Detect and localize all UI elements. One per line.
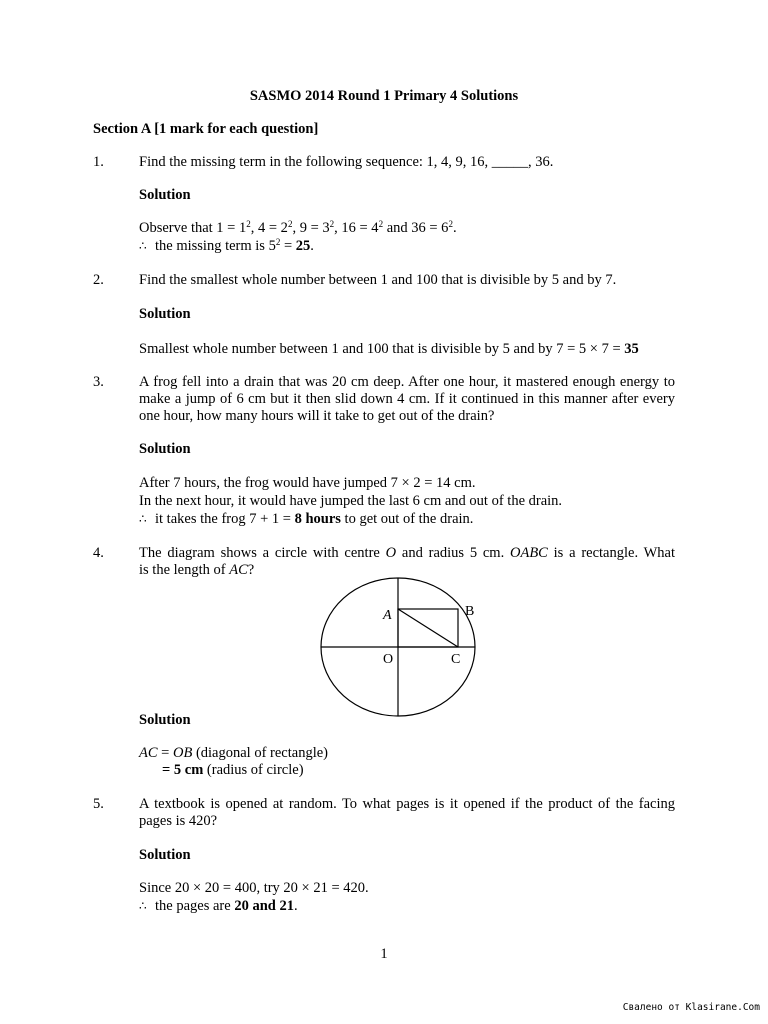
label-c: C [451,652,461,667]
section-heading: Section A [1 mark for each question] [93,121,319,137]
solution-heading: Solution [139,847,191,863]
solution-heading: Solution [139,712,191,728]
question-number: 2. [93,272,104,288]
document-title: SASMO 2014 Round 1 Primary 4 Solutions [249,88,519,104]
question-text: Find the missing term in the following sequence: 1, 4, 9, 16, _____, 36. [139,154,554,170]
label-b: B [465,604,475,619]
question-text: Find the smallest whole number between 1 and 100 that is divisible by 5 and by 7. [139,272,617,288]
watermark: Свалено от Klasirane.Com [622,1002,760,1013]
solution-heading: Solution [139,441,191,457]
therefore-icon: ∴ [139,239,147,253]
solution-line: = 5 cm (radius of circle) [162,762,304,778]
page-number: 1 [380,946,388,962]
solution-line: In the next hour, it would have jumped the last 6 cm and out of the drain. [139,493,563,509]
therefore-icon: ∴ [139,512,147,526]
question-text: A frog fell into a drain that was 20 cm deep. After one hour, it mastered enough energy to make a jump of 6 cm but it then slid down 4 cm. If it continued in this manner after every one hour, how many hours will it take to get out of the drain? [139,374,675,424]
question-text: The diagram shows a circle with centre O and radius 5 cm. OABC is a rectangle. What [139,545,675,561]
question-number: 3. [93,374,104,390]
solution-line: AC = OB (diagonal of rectangle) [139,745,328,761]
question-number: 5. [93,796,104,812]
diagonal-ac [398,609,458,647]
answer: 35 [624,341,639,357]
solution-heading: Solution [139,187,191,203]
solution-line: Since 20 × 20 = 400, try 20 × 21 = 420. [139,880,369,896]
solution-heading: Solution [139,306,191,322]
therefore-icon: ∴ [139,899,147,913]
answer: 25 [295,238,311,254]
question-number: 1. [93,154,104,170]
solution-line: Observe that $1 = 1^2$, $4 = 2^2$, $9 = 3^2$, $16 = 4^2$ and $36 = 6^2$. [139,219,457,236]
solution-line: ∴ the missing term is $5^2 = 25$. [139,237,314,254]
label-a: A [383,608,392,623]
answer: = 5 cm [162,762,204,778]
label-o: O [383,652,394,667]
solution-line: ∴ it takes the frog 7 + 1 = 8 hours to get out of the drain. [139,511,474,527]
solution-line: ∴ the pages are 20 and 21. [139,898,298,914]
answer: 8 hours [294,511,341,527]
question-text: is the length of AC? [139,562,255,578]
solution-line: Smallest whole number between 1 and 100 that is divisible by 5 and by 7 = 5 × 7 = 35 [139,341,639,357]
question-text: A textbook is opened at random. To what pages is it opened if the product of the facing pages is 420? [139,796,675,829]
answer: 20 and 21 [234,898,294,914]
question-number: 4. [93,545,104,561]
solution-line: After 7 hours, the frog would have jumped 7 × 2 = 14 cm. [139,475,476,491]
